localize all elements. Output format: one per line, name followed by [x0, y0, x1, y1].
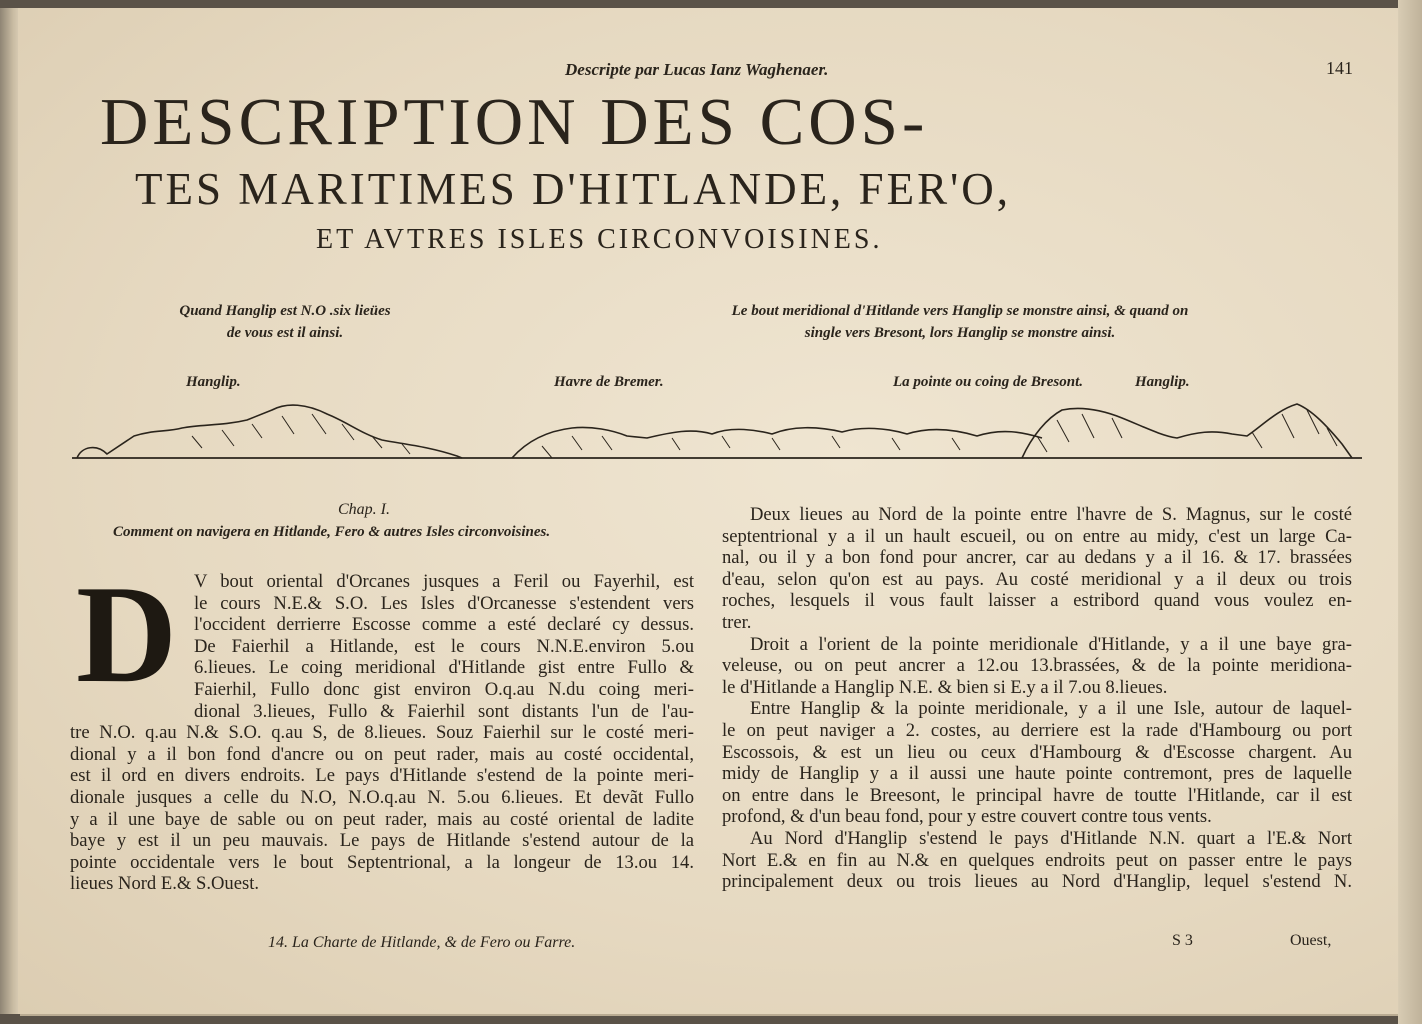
- coast-right-hatching: [1037, 410, 1337, 452]
- view-caption-left: [130, 300, 440, 344]
- view-caption-right-line: Le bout meridional d'Hitlande vers Hanglip se monstre ainsi, & quand on: [731, 303, 1189, 319]
- title-line-2: TES MARITIMES D'HITLANDE, FER'O,: [135, 164, 1011, 214]
- coast-middle-hatching: [542, 436, 960, 458]
- text-line: dional 3.lieues, Fullo & Faierhil sont distants l'un de l'au-: [194, 700, 694, 722]
- view-caption-right-line: single vers Bresont, lors Hanglip se monstre ainsi.: [804, 325, 1116, 341]
- chapter-number: Chap. I.: [338, 501, 390, 518]
- coast-left-headland: [77, 405, 462, 458]
- text-line: Nort E.& en fin au N.& en quelques endroits peut on passer entre le pays: [722, 849, 1352, 871]
- catchword: Ouest,: [1290, 932, 1332, 949]
- footer-map-reference: 14. La Charte de Hitlande, & de Fero ou Farre.: [268, 934, 576, 951]
- text-line: y a il une baye de sable ou on peut rader, mais au costé oriental de ladite: [70, 808, 694, 830]
- label-havre-de-bremer: Havre de Bremer.: [554, 374, 664, 390]
- text-line: dionale jusques a celle du N.O, N.O.q.au N. 5.ou 6.lieues. Et devãt Fullo: [70, 786, 694, 808]
- text-line: Faierhil, Fullo donc gist environ O.q.au N.du coing meri-: [194, 678, 694, 700]
- coastline-profile-engraving: [72, 396, 1362, 466]
- text-line: Entre Hanglip & la pointe meridionale, y a il une Isle, autour de laquel-: [750, 698, 1352, 720]
- folio-number: 141: [1326, 58, 1353, 78]
- text-line: d'eau, selon qu'on est au pays. Au costé meridional y a il deux ou trois: [722, 568, 1352, 590]
- text-line: le cours N.E.& S.O. Les Isles d'Orcanesse s'estendent vers: [194, 592, 694, 614]
- signature-mark: S 3: [1172, 932, 1193, 949]
- view-caption-left-line: de vous est il ainsi.: [226, 325, 344, 341]
- text-line: principalement deux ou trois lieues au Nord d'Hanglip, lequel s'estend N.: [722, 871, 1352, 893]
- view-caption-left-line: Quand Hanglip est N.O .six lieües: [179, 303, 391, 319]
- coast-middle-shore: [512, 427, 1042, 458]
- label-hanglip-right: Hanglip.: [1135, 374, 1190, 390]
- text-line: veleuse, ou on peut ancrer a 12.ou 13.brassées, & de la pointe meridiona-: [722, 655, 1352, 677]
- coast-bresont-point: [1022, 404, 1352, 458]
- text-line: Droit a l'orient de la pointe meridionale d'Hitlande, y a il une baye gra-: [750, 633, 1352, 655]
- text-line: l'occident derrierre Escosse comme a esté declaré cy dessus.: [194, 614, 694, 636]
- text-line: le d'Hitlande a Hanglip N.E. & bien si E.y a il 7.ou 8.lieues.: [722, 676, 1168, 698]
- text-line: on entre dans le Breesont, le principal havre de toutte l'Hitlande, car il est: [722, 784, 1352, 806]
- text-line: le on peut naviger a 2. costes, au derriere est la rade d'Hambourg ou port: [722, 719, 1352, 741]
- coast-left-hatching: [192, 414, 410, 454]
- text-column-right: [722, 504, 1352, 893]
- title-line-3: ET AVTRES ISLES CIRCONVOISINES.: [316, 224, 883, 255]
- title-line-1: DESCRIPTION DES COS-: [100, 85, 929, 159]
- text-line: trer.: [722, 611, 752, 633]
- text-line: Au Nord d'Hanglip s'estend le pays d'Hitlande N.N. quart a l'E.& Nort: [750, 827, 1352, 849]
- text-line: septentrional y a il un hault escueil, ou on entre au midy, c'est un large Ca-: [722, 525, 1352, 547]
- view-caption-right: [650, 300, 1270, 344]
- text-line: V bout oriental d'Orcanes jusques a Feril ou Fayerhil, est: [194, 571, 694, 592]
- running-head: Descripte par Lucas Ianz Waghenaer.: [565, 60, 829, 79]
- text-line: Escossois, & est un lieu ou ceux d'Hambourg & d'Escosse chargent. Au: [722, 741, 1352, 763]
- text-line: profond, & d'un beau fond, pour y estre couvert contre tous vents.: [722, 806, 1212, 828]
- text-line: pointe occidentale vers le bout Septentrional, a la longeur de 13.ou 14.: [70, 851, 694, 873]
- text-line: Deux lieues au Nord de la pointe entre l'havre de S. Magnus, sur le costé: [750, 504, 1352, 525]
- drop-cap-initial: D: [76, 557, 178, 712]
- text-line: baye y est il un peu mauvais. Le pays de Hitlande s'estend autour de la: [70, 830, 694, 852]
- text-line: midy de Hanglip y a il aussi une haute pointe contremont, pres de laquelle: [722, 763, 1352, 785]
- label-hanglip-left: Hanglip.: [186, 374, 241, 390]
- text-line: 6.lieues. Le coing meridional d'Hitlande gist entre Fullo &: [194, 657, 694, 679]
- chapter-title: Comment on navigera en Hitlande, Fero & autres Isles circonvoisines.: [113, 524, 551, 540]
- text-line: tre N.O. q.au N.& S.O. q.au S, de 8.lieues. Souz Faierhil sur le costé meri-: [70, 722, 694, 744]
- text-line: lieues Nord E.& S.Ouest.: [70, 873, 260, 895]
- text-column-left: [70, 557, 694, 895]
- text-line: est il ord en divers endroits. Le pays d'Hitlande s'estend de la pointe meri-: [70, 765, 694, 787]
- page-right-margin: [1398, 0, 1422, 1024]
- text-line: nal, ou il y a bon fond pour ancrer, car au dedans y a il 16. & 17. brassées: [722, 547, 1352, 569]
- text-line: dional y a il bon fond d'ancre ou on peut rader, mais au costé occidental,: [70, 743, 694, 765]
- label-pointe-bresont: La pointe ou coing de Bresont.: [893, 374, 1084, 390]
- text-line: roches, lesquels il vous fault laisser a estribord quand vous voulez en-: [722, 590, 1352, 612]
- text-line: De Faierhil a Hitlande, est le cours N.N.E.environ 5.ou: [194, 635, 694, 657]
